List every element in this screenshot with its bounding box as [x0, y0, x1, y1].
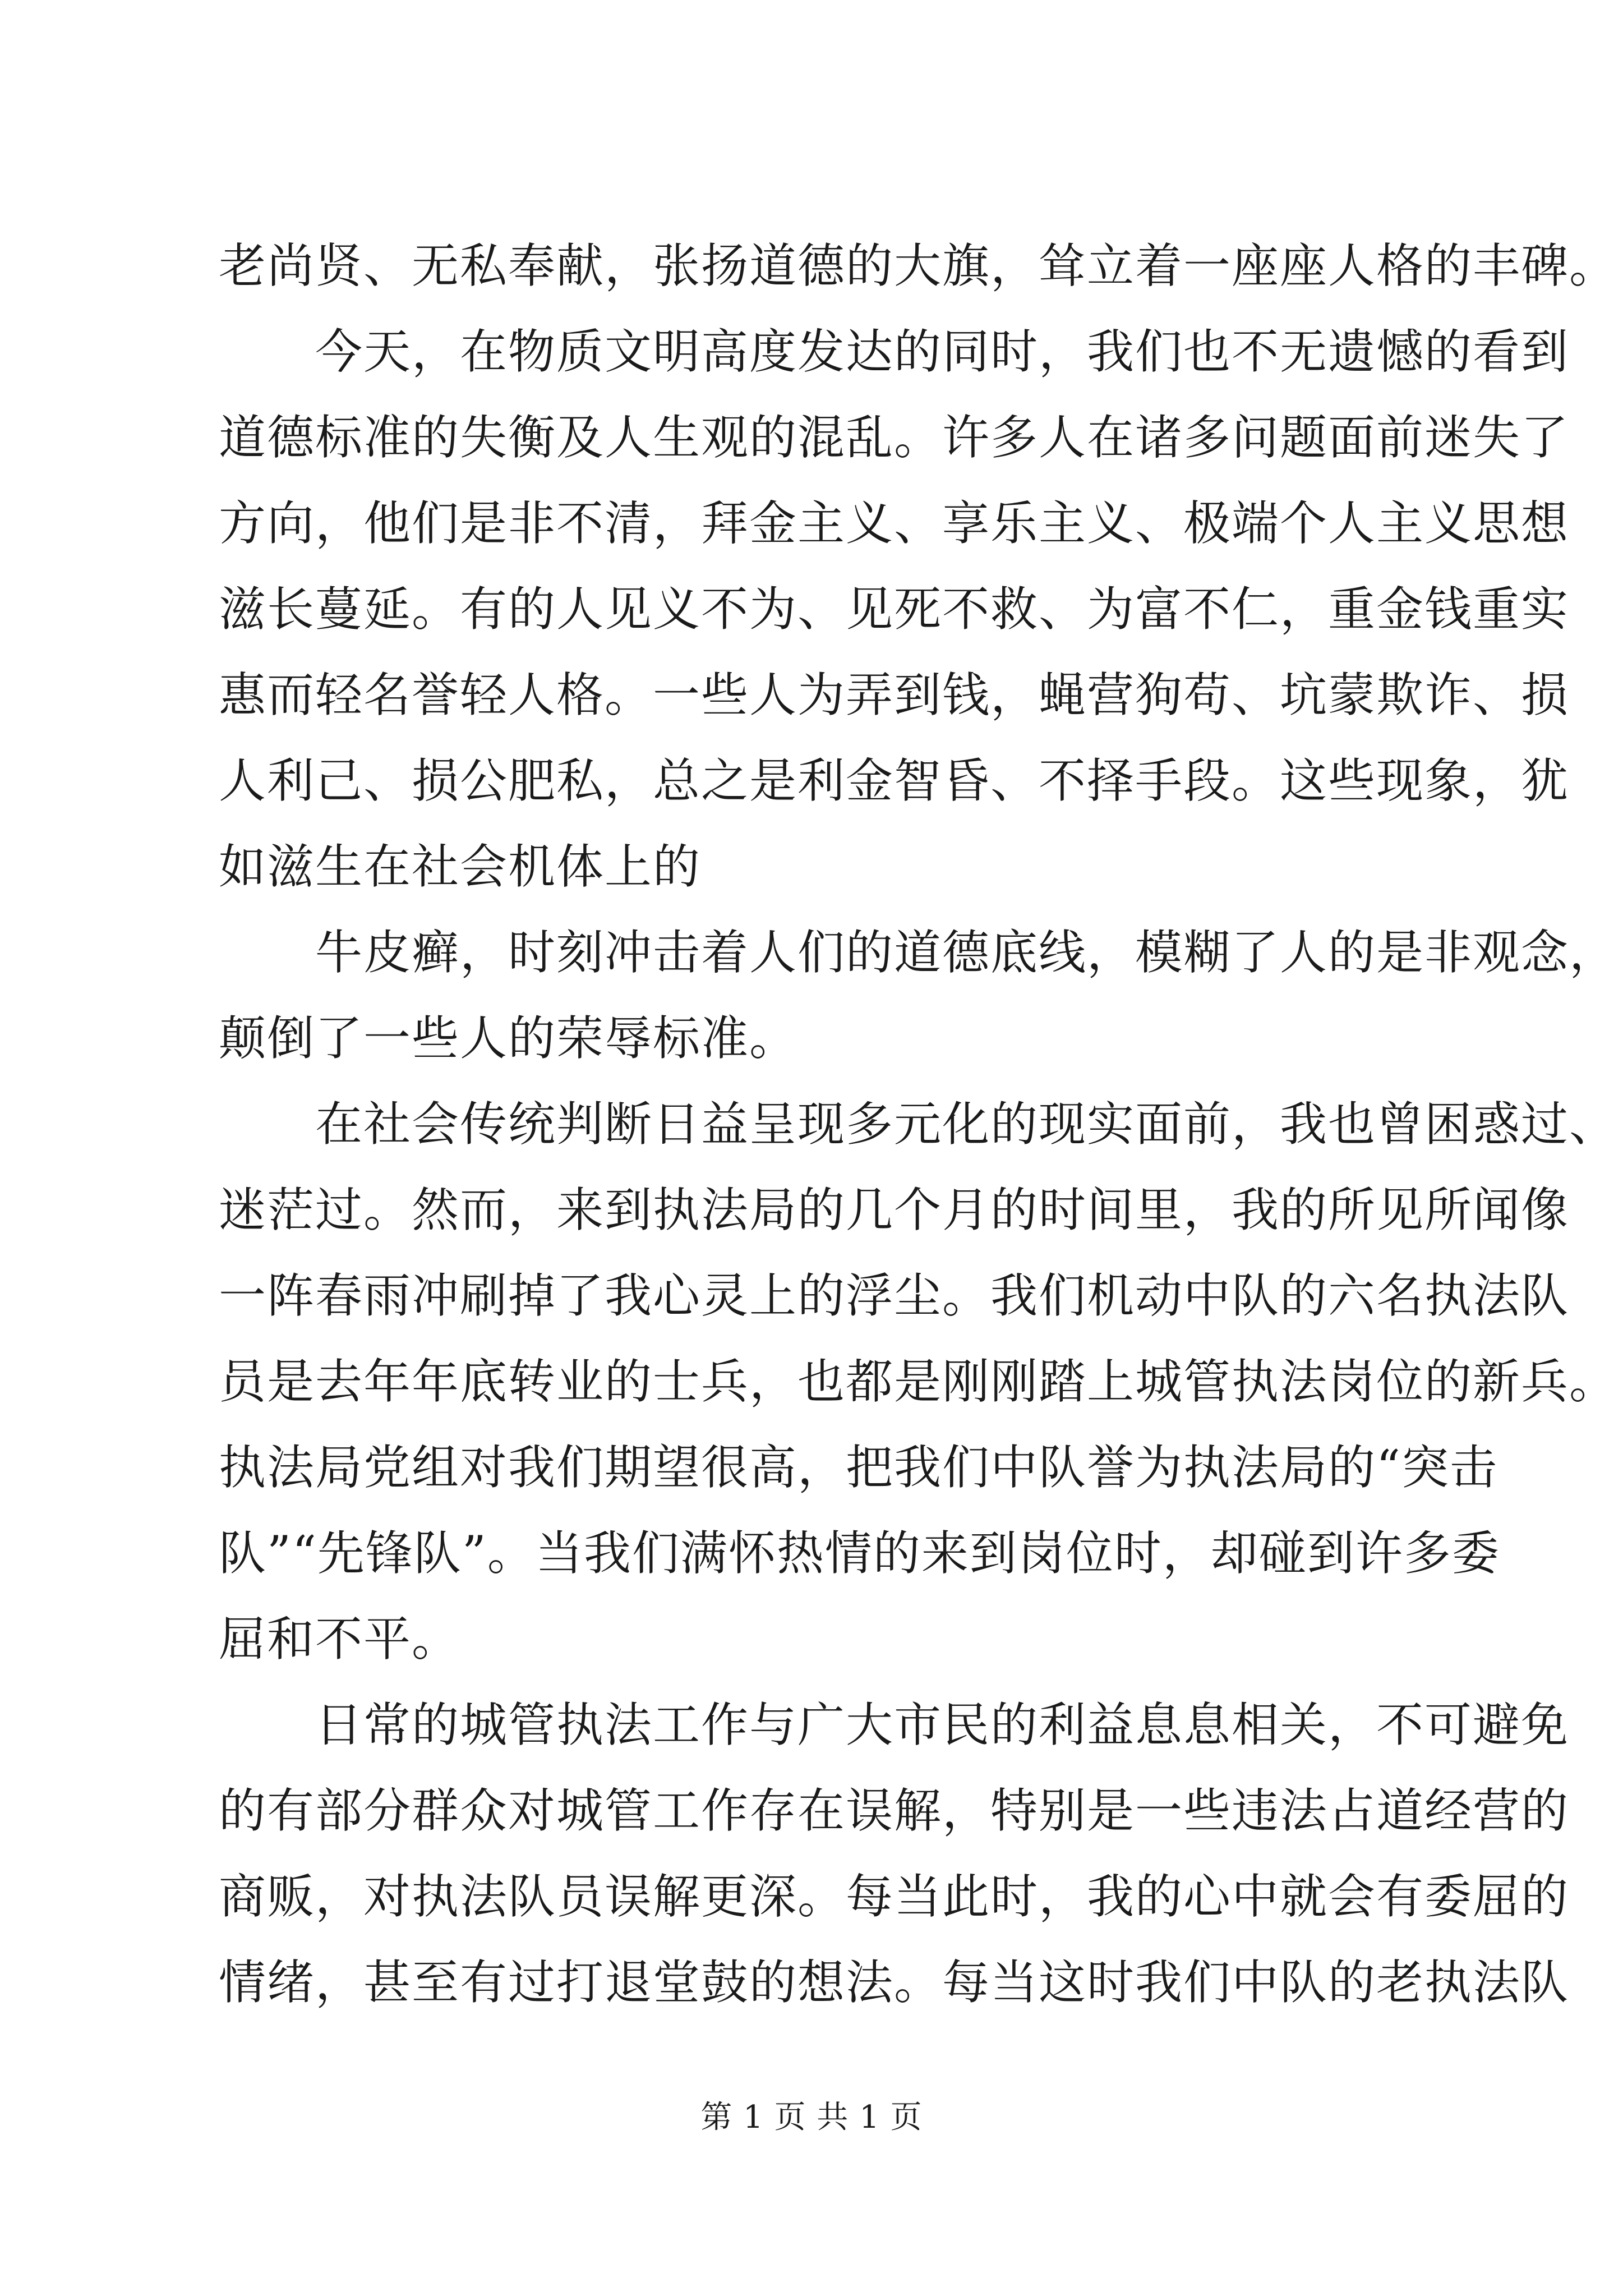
text-line: 情绪，甚至有过打退堂鼓的想法。每当这时我们中队的老执法队 — [219, 1955, 1570, 2010]
text-line: 人利己、损公肥私，总之是利金智昏、不择手段。这些现象，犹 — [219, 753, 1570, 808]
text-line: 执法局党组对我们期望很高，把我们中队誉为执法局的“突击 — [219, 1440, 1498, 1495]
text-line: 屈和不平。 — [219, 1612, 460, 1667]
text-line: 方向，他们是非不清，拜金主义、享乐主义、极端个人主义思想 — [219, 496, 1570, 551]
text-line: 今天，在物质文明高度发达的同时，我们也不无遗憾的看到 — [315, 324, 1570, 379]
text-line: 队”“先锋队”。当我们满怀热情的来到岗位时，却碰到许多委 — [219, 1526, 1500, 1581]
document-body — [219, 223, 1618, 2026]
text-line: 惠而轻名誉轻人格。一些人为弄到钱，蝇营狗苟、坑蒙欺诈、损 — [219, 668, 1570, 723]
text-line: 颠倒了一些人的荣辱标准。 — [219, 1011, 798, 1066]
text-line: 如滋生在社会机体上的 — [219, 839, 702, 894]
text-line: 道德标准的失衡及人生观的混乱。许多人在诸多问题面前迷失了 — [219, 410, 1570, 465]
text-line: 商贩，对执法队员误解更深。每当此时，我的心中就会有委屈的 — [219, 1869, 1570, 1924]
text-line: 牛皮癣，时刻冲击着人们的道德底线，模糊了人的是非观念， — [315, 925, 1618, 980]
page-number: 第 1 页 共 1 页 — [700, 2099, 923, 2136]
text-line: 滋长蔓延。有的人见义不为、见死不救、为富不仁，重金钱重实 — [219, 582, 1570, 637]
text-line: 日常的城管执法工作与广大市民的利益息息相关，不可避免 — [315, 1697, 1570, 1752]
text-line: 老尚贤、无私奉献，张扬道德的大旗，耸立着一座座人格的丰碑。 — [219, 238, 1618, 293]
text-line: 迷茫过。然而，来到执法局的几个月的时间里，我的所见所闻像 — [219, 1182, 1570, 1237]
page-footer — [0, 2095, 1623, 2140]
text-line: 在社会传统判断日益呈现多元化的现实面前，我也曾困惑过、 — [315, 1097, 1618, 1152]
text-line: 的有部分群众对城管工作存在误解，特别是一些违法占道经营的 — [219, 1783, 1570, 1838]
text-line: 员是去年年底转业的士兵，也都是刚刚踏上城管执法岗位的新兵。 — [219, 1354, 1618, 1409]
text-line: 一阵春雨冲刷掉了我心灵上的浮尘。我们机动中队的六名执法队 — [219, 1268, 1570, 1323]
